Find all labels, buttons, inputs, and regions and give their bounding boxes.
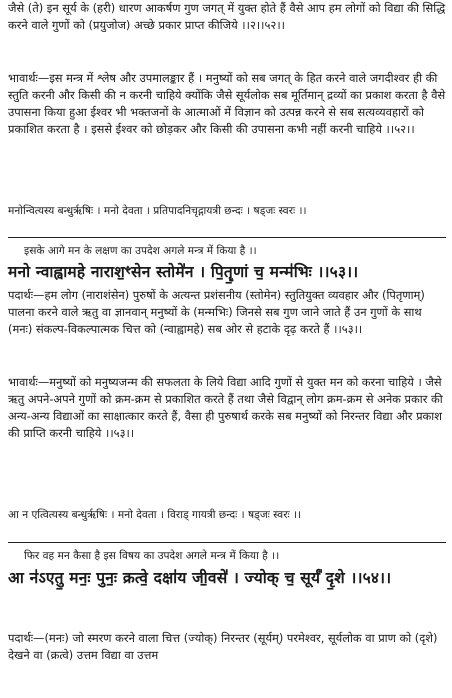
mantra-53: मनो न्वाह्वामहे नाराश॒ꣳसेन स्तोमे॑न । पि॒तॄ॒णां च॒ मन्म॑भिः ।।५३।। — [8, 263, 359, 281]
paragraph-intro-54: फिर वह मन कैसा है इस विषय का उपदेश अगले मन्त्र में किया है ।। — [24, 550, 280, 562]
paragraph-rishi-devata-54: आ न एत्वित्यस्य बन्धुर्ऋषिः । मनो देवता । विराड् गायत्री छन्दः । षड्जः स्वरः ।। — [8, 509, 302, 521]
mantra-54: आ न॑ऽएतु॒ मनः॒ पुनः॒ क्रत्वे॒ दक्षा॑य जी॒वसे॑ । ज्योक् च॒ सूर्यं॑ दृ॒शे ।।५४।। — [8, 569, 392, 587]
paragraph-translation-52: जैसे (ते) इन सूर्य के (हरी) धारण आकर्षण गुण जगत् में युक्त होते हैं वैसे आप हम लोगों को विद्या की सिद्धि करने वाले गुणों को (प्रयुजोज) अच्छे प्रकार प्राप्त कीजिये ।।२।।५२।। — [8, 1, 446, 32]
divider-line — [8, 542, 446, 543]
paragraph-padartha-54: पदार्थः—(मनः) जो स्मरण करने वाला चित्त (ज्योक्) निरन्तर (सूर्यम्) परमेश्वर, सूर्यलोक वा प्राण को (दृशे) देखने वा (क्रत्वे) उत्तम विद्या वा उत्तम — [8, 631, 438, 662]
paragraph-rishi-devata-53: मनोन्वित्यस्य बन्धुर्ऋषिः । मनो देवता । प्रतिपादनिचृद्गायत्री छन्दः । षड्जः स्वरः ।। — [8, 205, 307, 217]
paragraph-padartha-53: पदार्थः—हम लोग (नाराशंसेन) पुरुषों के अत्यन्त प्रशंसनीय (स्तोमेन) स्तुतियुक्त व्यवहार और (पितृणाम्) पालना करने वाले ऋतु वा ज्ञानवान् मनुष्यों के (मन्मभिः) जिनसे सब गुण जाने जाते हैं उन गुणों के साथ (मनः) संकल्प-विकल्पात्मक चित्त को (न्वाह्वामहे) सब ओर से हटाके दृढ़ करते हैं ।।५३।। — [8, 288, 425, 336]
paragraph-bhavartha-53: भावार्थः—मनुष्यों को मनुष्यजन्म की सफलता के लिये विद्या आदि गुणों से युक्त मन को करना चाहिये । जैसे ऋतु अपने-अपने गुणों को क्रम-क्रम से प्रकाशित करते हैं तथा जैसे विद्वान् लोग क्रम-क्रम से अनेक प्रकार की अन्य-अन्य विद्याओं का साक्षात्कार करते हैं, वैसा ही पुरुषार्थ करके सब मनुष्यों को निरन्तर विद्या और प्रकाश की प्राप्ति करनी चाहिये ।।५३।। — [8, 375, 443, 440]
divider-line — [8, 237, 446, 238]
paragraph-bhavartha-52: भावार्थः—इस मन्त्र में श्लेष और उपमालङ्कार हैं । मनुष्यों को सब जगत् के हित करने वाले जगदीश्वर ही की स्तुति करनी और किसी की न करनी चाहिये क्योंकि जैसे सूर्यलोक सब मूर्तिमान् द्रव्यों का प्रकाश करता है वैसे उपासना किया हुआ ईश्वर भी भक्तजनों के आत्माओं में विज्ञान को उत्पन्न करने से सब सत्यव्यवहारों को प्रकाशित करता है । इससे ईश्वर को छोड़कर और किसी की उपासना कभी नहीं करनी चाहिये ।।५२।। — [8, 71, 446, 136]
paragraph-intro-53: इसके आगे मन के लक्षण का उपदेश अगले मन्त्र में किया है ।। — [24, 245, 257, 257]
